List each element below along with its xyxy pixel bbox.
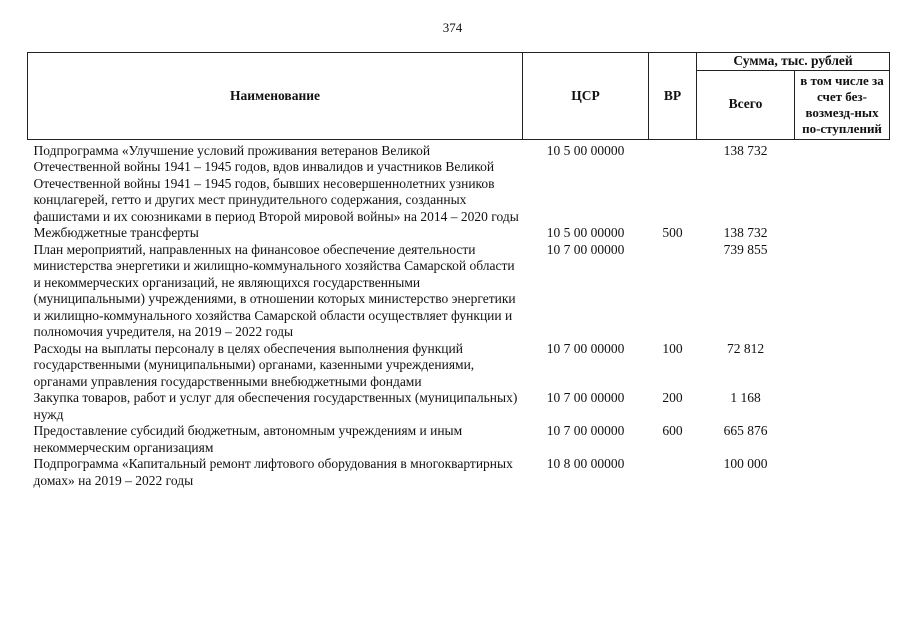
row-name: Расходы на выплаты персоналу в целях обеспечения выполнения функций государственными (муниципальными) органами, казенными учреждениями, органами управления государственными внебюджетными фондами: [33, 340, 475, 389]
row-name: Межбюджетные трансферты: [33, 225, 199, 240]
row-vr: 500: [662, 225, 683, 240]
table-row: [28, 341, 890, 391]
row-vr: [649, 139, 697, 225]
row-csr: 10 7 00 00000: [546, 340, 625, 356]
row-free: [795, 139, 890, 225]
header-vr: ВР: [649, 53, 697, 140]
table-row: [28, 390, 890, 423]
header-total: Всего: [697, 70, 795, 139]
row-name: Предоставление субсидий бюджетным, автономным учреждениям и иным некоммерческим организациям: [33, 423, 463, 455]
row-csr: 10 8 00 00000: [546, 456, 625, 471]
budget-table: [27, 52, 890, 489]
row-vr: 100: [662, 340, 683, 356]
row-total: 739 855: [723, 241, 768, 257]
table-header: [28, 53, 890, 140]
row-name: Подпрограмма «Улучшение условий проживания ветеранов Великой Отечественной войны 1941 – 1945 годов, вдов инвалидов и участников Великой Отечественной войны 1941 – 1945 годов, бывших несовершеннолетних узников концлагерей, гетто и других мест принудительного содержания, созданных фашистами и их союзниками в период Второй мировой войны» на 2014 – 2020 годы: [33, 142, 519, 224]
table-row: [28, 456, 890, 489]
table-body: [28, 139, 890, 489]
header-name: Наименование: [28, 53, 523, 140]
row-name: План мероприятий, направленных на финансовое обеспечение деятельности министерства энергетики и жилищно-коммунального хозяйства Самарской области и некоммерческих организаций, не являющихся государственными (муниципальными) учреждениями, в отношении которых министерство энергетики и жилищно-коммунального хозяйства Самарской области осуществляет функции и полномочия учредителя, на 2019 – 2022 годы: [33, 241, 516, 339]
row-vr: [649, 242, 697, 341]
table-row: [28, 242, 890, 341]
row-name: Закупка товаров, работ и услуг для обеспечения государственных (муниципальных) нужд: [33, 390, 518, 422]
row-free: [795, 341, 890, 391]
table-row: [28, 423, 890, 456]
header-sum: Сумма, тыс. рублей: [697, 53, 890, 71]
row-csr: 10 7 00 00000: [546, 390, 625, 405]
row-total: 1 168: [730, 390, 761, 405]
row-vr: [649, 456, 697, 489]
row-free: [795, 456, 890, 489]
row-total: 665 876: [723, 423, 768, 438]
row-free: [795, 225, 890, 242]
row-name: Подпрограмма «Капитальный ремонт лифтового оборудования в многоквартирных домах» на 2019 – 2022 годы: [33, 456, 513, 488]
row-csr: 10 7 00 00000: [546, 241, 625, 257]
page-number: 374: [442, 20, 463, 35]
header-free: в том числе за счет без-возмезд-ных по-ступлений: [795, 70, 890, 139]
row-vr: 200: [662, 390, 683, 405]
row-vr: 600: [662, 423, 683, 438]
header-csr: ЦСР: [523, 53, 649, 140]
table-row: [28, 225, 890, 242]
row-total: 138 732: [723, 142, 768, 158]
row-csr: 10 7 00 00000: [546, 423, 625, 438]
row-total: 138 732: [723, 225, 768, 240]
row-free: [795, 390, 890, 423]
table-row: [28, 139, 890, 225]
row-total: 72 812: [726, 340, 765, 356]
row-free: [795, 423, 890, 456]
row-csr: 10 5 00 00000: [546, 142, 625, 158]
row-free: [795, 242, 890, 341]
row-csr: 10 5 00 00000: [546, 225, 625, 240]
row-total: 100 000: [723, 456, 768, 471]
